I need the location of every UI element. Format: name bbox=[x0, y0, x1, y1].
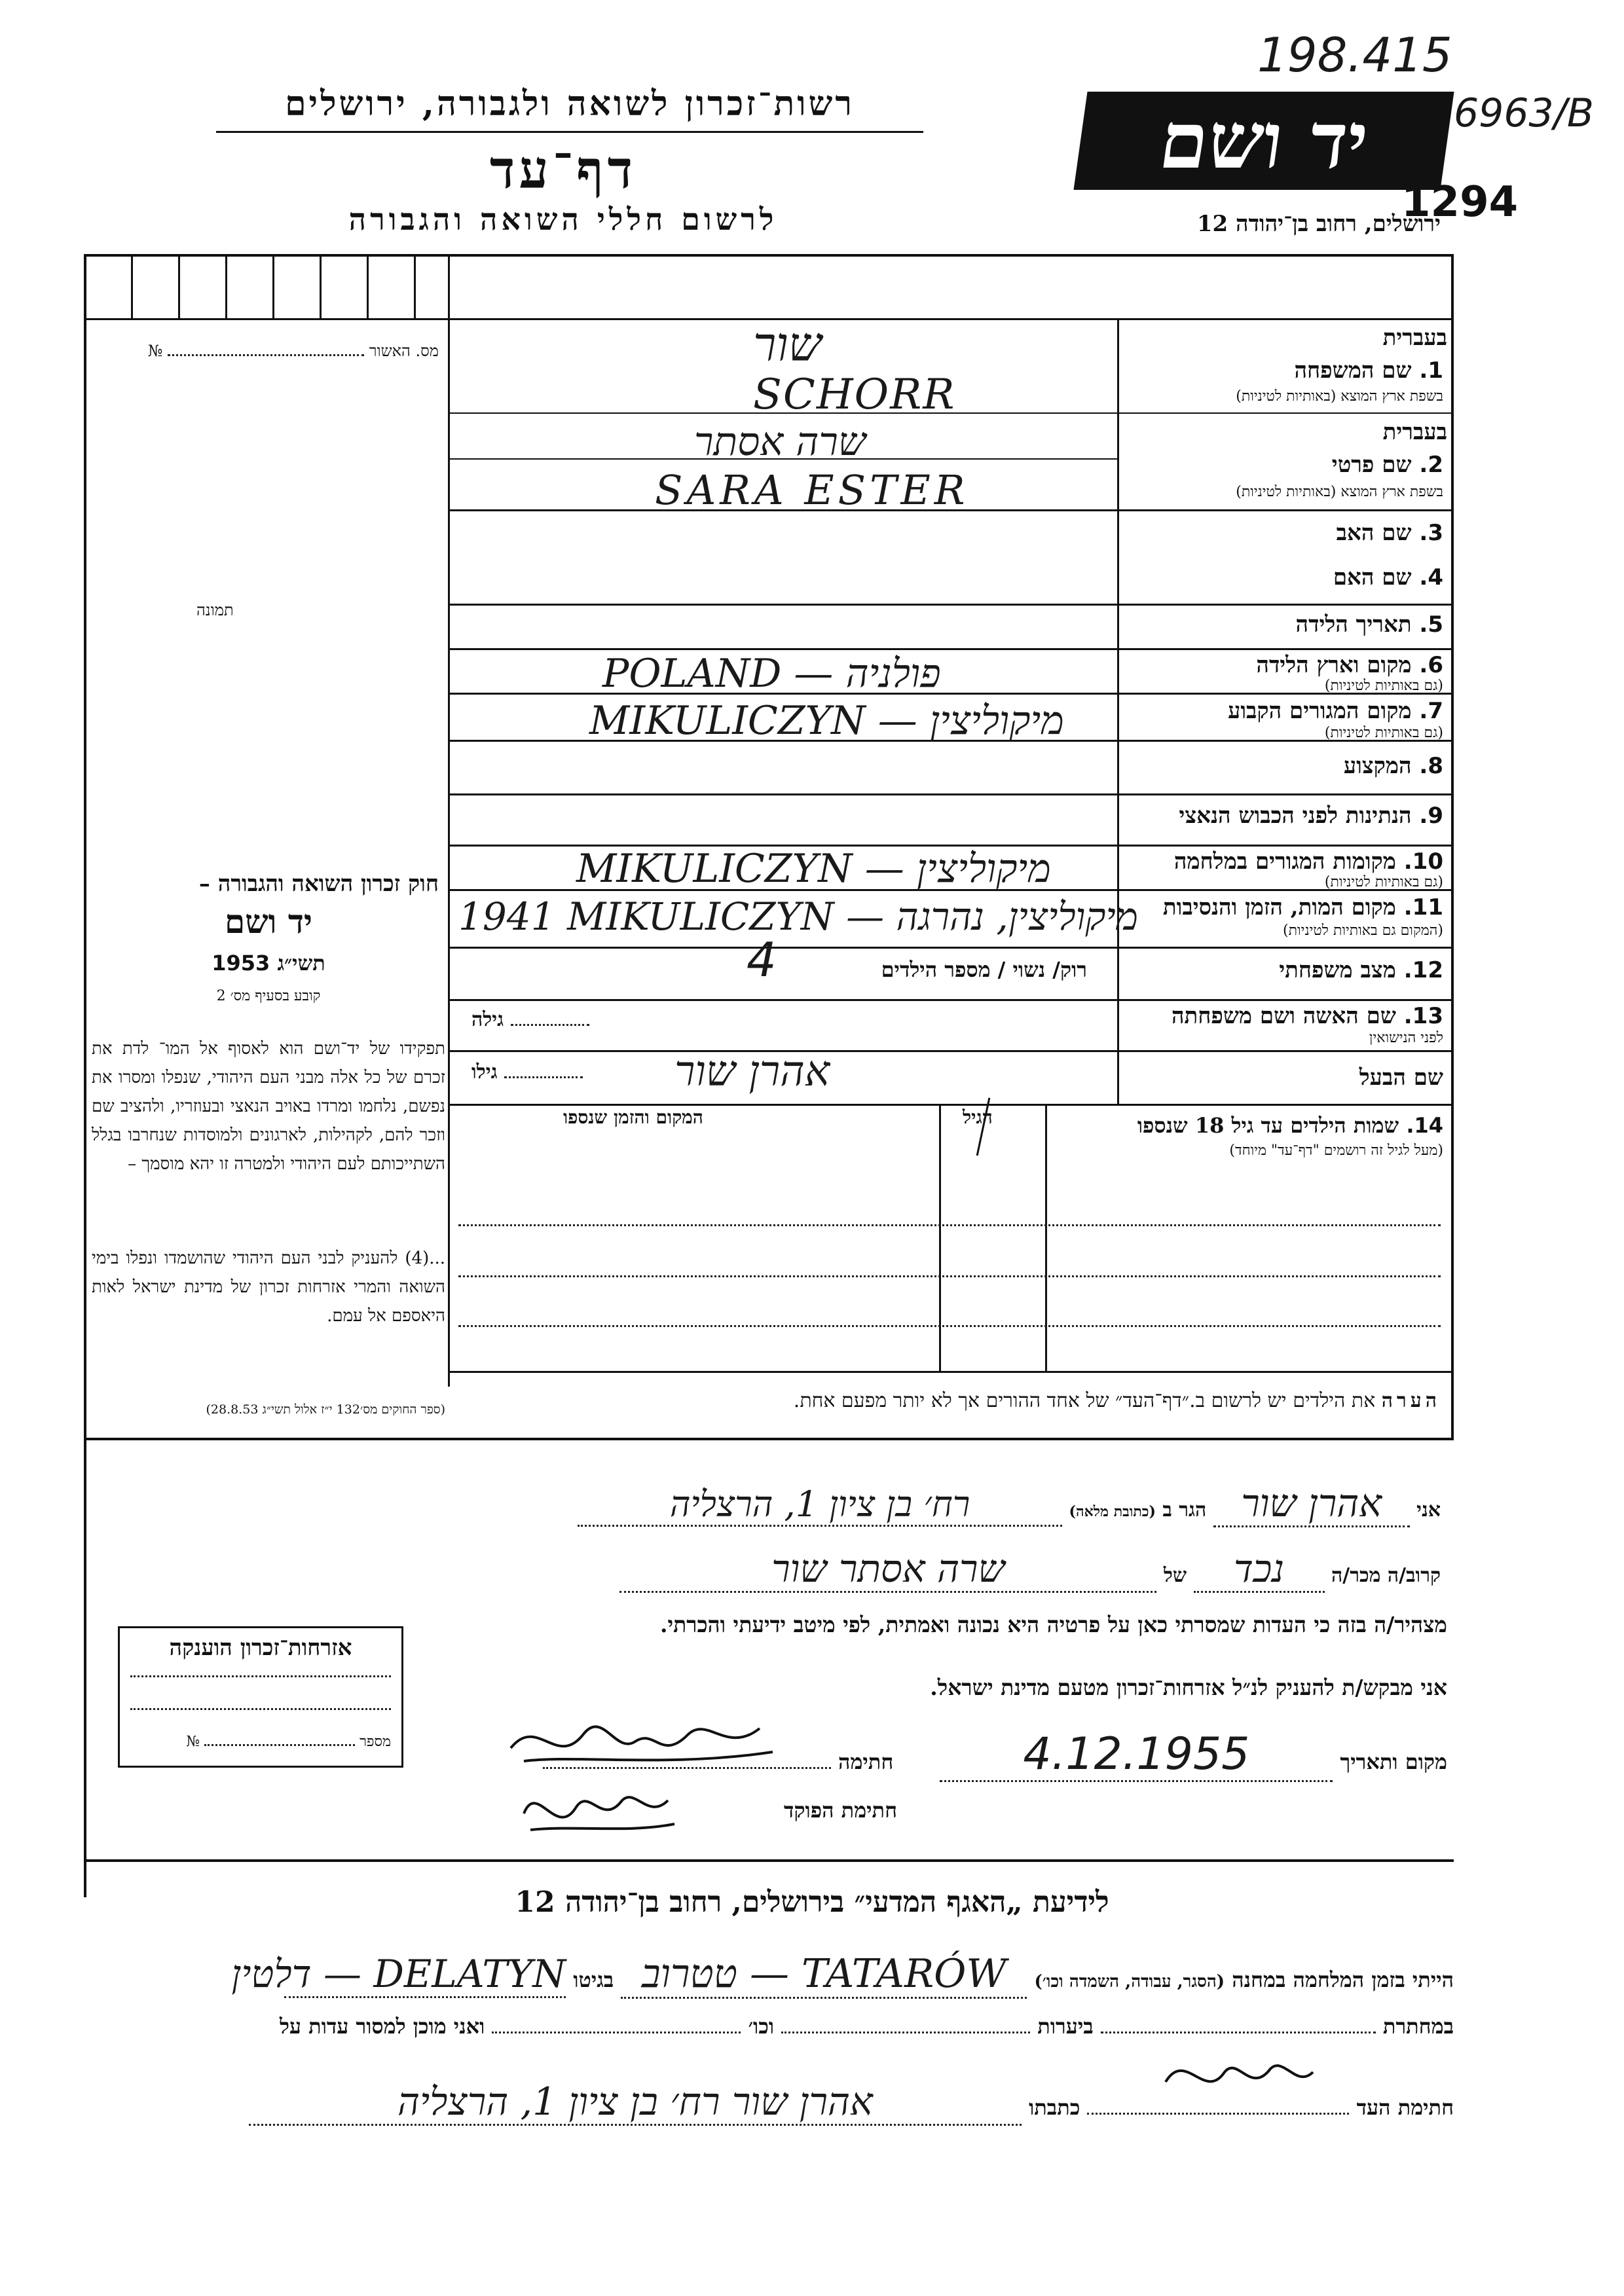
form-title: דף־עד bbox=[489, 139, 637, 200]
field-6-label-text: מקום וארץ הלידה bbox=[1256, 652, 1412, 678]
relative-value[interactable]: נכד bbox=[1194, 1546, 1325, 1593]
field-7-label bbox=[1228, 698, 1443, 724]
husband-label: שם הבעל bbox=[1359, 1065, 1443, 1091]
field-3-number: 3. bbox=[1419, 520, 1443, 546]
field-13-label bbox=[1172, 1003, 1443, 1029]
ghetto-value[interactable]: DELATYN — דלטין bbox=[284, 1952, 566, 1998]
field-1-value-latin[interactable]: SCHORR bbox=[753, 371, 956, 419]
forests-label: ביערות bbox=[1037, 2014, 1094, 2039]
strip-box bbox=[131, 254, 133, 318]
resides-sub: (כתובת מלאה) bbox=[1069, 1503, 1156, 1520]
field-10-sub: (גם באותיות לטיניות) bbox=[1324, 874, 1443, 890]
citizenship-number-row bbox=[130, 1733, 391, 1750]
field-1-value-hebrew[interactable]: שור bbox=[753, 317, 822, 372]
field-8-label bbox=[1344, 753, 1443, 779]
strip-box bbox=[414, 254, 416, 318]
field-11-sub: (המקום גם באותיות לטיניות) bbox=[1283, 922, 1443, 939]
row-line bbox=[448, 648, 1451, 650]
field-10-value[interactable]: MIKULICZYN — מיקוליצין bbox=[576, 846, 1051, 892]
row-line bbox=[448, 604, 1451, 606]
field-11-label-text: מקום המות, הזמן והנסיבות bbox=[1162, 894, 1396, 920]
underground-line[interactable] bbox=[1101, 2032, 1376, 2033]
relation-row bbox=[458, 1546, 1441, 1593]
children-col-2 bbox=[939, 1104, 941, 1372]
field-5-label bbox=[1296, 611, 1443, 638]
permit-number-field[interactable] bbox=[98, 342, 439, 361]
relative-label: קרוב/ה מכר/ה bbox=[1331, 1564, 1441, 1587]
footer-divider bbox=[84, 1859, 1454, 1862]
institution-underline bbox=[216, 131, 923, 133]
citizenship-no-sign: № bbox=[186, 1734, 200, 1750]
field-1-sub: בשפת ארץ המוצא (באותיות לטיניות) bbox=[1236, 388, 1443, 405]
law-reference: (ספר החוקים מס׳132 י״ז אלול תשי״ג 28.8.53) bbox=[206, 1402, 445, 1417]
children-row[interactable] bbox=[458, 1224, 1441, 1226]
row-line bbox=[448, 1050, 1451, 1052]
field-4-label-text: שם האם bbox=[1333, 564, 1412, 591]
field-1-label bbox=[1294, 357, 1443, 384]
wife-age-field[interactable] bbox=[471, 1008, 589, 1031]
place-date-label: מקום ותאריך bbox=[1340, 1749, 1447, 1774]
photo-label: תמונה bbox=[196, 601, 234, 619]
strip-box bbox=[367, 254, 369, 318]
field-3-label bbox=[1337, 520, 1443, 546]
victim-name-reference[interactable]: שרה אסתר שור bbox=[619, 1546, 1156, 1593]
field-11-value[interactable]: 1941 MIKULICZYN — מיקוליצין, נהרגה bbox=[458, 894, 1139, 939]
marital-status-options: רוק/ נשוי / מספר הילדים bbox=[881, 957, 1087, 982]
husband-age-field[interactable] bbox=[471, 1061, 583, 1084]
field-6-value[interactable]: POLAND — פולניה bbox=[602, 651, 941, 697]
camp-label: הייתי בזמן המלחמה במחנה bbox=[1232, 1967, 1454, 1992]
law-year-number: 1953 bbox=[212, 951, 270, 975]
institution-name: רשות־זכרון לשואה ולגבורה, ירושלים bbox=[285, 84, 855, 124]
file-number: 6963/B bbox=[1454, 90, 1595, 136]
field-2-number: 2. bbox=[1419, 452, 1443, 478]
field-13-label-text: שם האשה ושם משפחתה bbox=[1171, 1003, 1396, 1029]
row-line bbox=[448, 1104, 1451, 1106]
field-2-label bbox=[1332, 452, 1443, 478]
strip-box bbox=[320, 254, 322, 318]
law-name: יד ושם bbox=[225, 902, 312, 941]
field-4-number: 4. bbox=[1419, 564, 1443, 591]
field-6-label bbox=[1256, 652, 1443, 678]
other-row bbox=[79, 2014, 1454, 2039]
camp-value[interactable]: TATARÓW — טטרוב bbox=[621, 1951, 1027, 1999]
declaration-request: אני מבקש/ת להעניק לנ״ל אזרחות־זכרון מטעם מדינת ישראל. bbox=[930, 1675, 1447, 1700]
children-row[interactable] bbox=[458, 1325, 1441, 1327]
law-year-hebrew: תשי״ג bbox=[277, 951, 325, 975]
field-1-hebrew-tag: בעברית bbox=[1382, 325, 1447, 351]
strip-box bbox=[272, 254, 274, 318]
field-13-number: 13. bbox=[1403, 1003, 1443, 1029]
etc-line[interactable] bbox=[492, 2032, 741, 2033]
permit-label: מס. האשור bbox=[369, 342, 439, 360]
children-age-header: הגיל bbox=[963, 1106, 993, 1128]
ready-text: ואני מוכן למסור עדות על bbox=[279, 2014, 485, 2039]
forests-line[interactable] bbox=[781, 2032, 1030, 2033]
field-7-value[interactable]: MIKULICZYN — מיקוליצין bbox=[589, 698, 1064, 744]
signature-label: חתימה bbox=[838, 1749, 894, 1774]
field-9-number: 9. bbox=[1419, 803, 1443, 829]
frame-top bbox=[84, 254, 1454, 257]
note-row bbox=[471, 1389, 1441, 1412]
footer-heading: לידיעת „האגף המדעי״ בירושלים, רחוב בן־יהודה 12 bbox=[515, 1886, 1109, 1919]
husband-age-label: גילו bbox=[471, 1061, 498, 1084]
officer-signature-row: חתימת הפוקד bbox=[784, 1798, 897, 1823]
form-number: 1294 bbox=[1401, 178, 1519, 227]
children-table-bottom bbox=[448, 1371, 1454, 1373]
field-11-number: 11. bbox=[1403, 894, 1443, 920]
field-2-value-hebrew[interactable]: שרה אסתר bbox=[694, 419, 866, 465]
note-label: הערה bbox=[1381, 1389, 1441, 1412]
frame-bottom bbox=[84, 1438, 1454, 1440]
field-12-label-text: מצב משפחתי bbox=[1279, 957, 1396, 983]
note-text: את הילדים יש לרשום ב.״דף־העד״ של אחד ההורים אך לא יותר מפעם אחת. bbox=[793, 1389, 1376, 1412]
children-title-text: שמות הילדים עד גיל 18 שנספו bbox=[1137, 1113, 1399, 1138]
form-subtitle: לרשום חללי השואה והגבורה bbox=[348, 202, 778, 237]
law-text-2: ...(4) להעניק לבני העם היהודי שהושמדו ונפלו בימי השואה והמרי אזרחות זכרון של מדינת ישראל לאות היאספם אל עמם. bbox=[92, 1248, 445, 1326]
ghetto-label: בגיטו bbox=[573, 1967, 614, 1992]
citizenship-title: אזרחות־זכרון הוענקה bbox=[169, 1635, 352, 1661]
row-line bbox=[448, 999, 1451, 1001]
field-7-sub: (גם באותיות לטיניות) bbox=[1324, 725, 1443, 741]
field-8-label-text: המקצוע bbox=[1343, 753, 1412, 779]
citizenship-box bbox=[118, 1626, 403, 1768]
frame-right bbox=[1451, 254, 1454, 1439]
field-9-label-text: הנתינות לפני הכבוש הנאצי bbox=[1179, 803, 1412, 829]
field-9-label bbox=[1179, 803, 1443, 829]
witness-address-label: כתבתו bbox=[1029, 2095, 1080, 2120]
witness-signature-label: חתימת העד bbox=[1356, 2095, 1454, 2120]
row-line bbox=[448, 947, 1451, 949]
yad-vashem-logo: יד ושם bbox=[1073, 92, 1454, 190]
left-column-divider bbox=[448, 254, 450, 1387]
officer-signature bbox=[511, 1768, 681, 1846]
frame-left bbox=[84, 254, 86, 1897]
field-10-label-text: מקומות המגורים במלחמה bbox=[1173, 848, 1396, 875]
declaration-statement: מצהיר/ה בזה כי העדות שמסרתי כאן על פרטיה היא נכונה ואמתית, לפי מיטב ידיעתי והכרתי. bbox=[660, 1612, 1447, 1637]
law-year bbox=[98, 951, 439, 975]
i-label: אני bbox=[1416, 1499, 1441, 1522]
field-1-label-text: שם המשפחה bbox=[1294, 357, 1412, 384]
address-header: ירושלים, רחוב בן־יהודה 12 bbox=[1196, 211, 1441, 237]
witness-address-value[interactable]: אהרן שור רח׳ בן ציון 1, הרצליה bbox=[249, 2079, 1022, 2126]
permit-no-sign: № bbox=[147, 342, 163, 360]
field-3-label-text: שם האב bbox=[1336, 520, 1412, 546]
children-col-1 bbox=[1045, 1104, 1047, 1372]
field-6-sub: (גם באותיות לטיניות) bbox=[1324, 678, 1443, 694]
camp-sub: (הסגר, עבודה, השמדה וכו׳) bbox=[1034, 1972, 1225, 1992]
field-1-number: 1. bbox=[1419, 357, 1443, 384]
field-2-sub: בשפת ארץ המוצא (באותיות לטיניות) bbox=[1236, 484, 1443, 500]
declarant-row bbox=[458, 1481, 1441, 1527]
field-10-number: 10. bbox=[1403, 848, 1443, 875]
wife-age-label: גילה bbox=[471, 1008, 504, 1031]
citizenship-line[interactable] bbox=[130, 1675, 391, 1677]
of-label: של bbox=[1163, 1564, 1187, 1587]
resides-label: הגר ב bbox=[1162, 1499, 1207, 1522]
label-column-divider bbox=[1117, 318, 1119, 1104]
husband-value[interactable]: אהרן שור bbox=[674, 1048, 830, 1096]
row-line bbox=[448, 693, 1451, 695]
underground-label: במחתרת bbox=[1382, 2014, 1454, 2039]
field-2-value-latin[interactable]: SARA ESTER bbox=[655, 466, 969, 514]
field-5-number: 5. bbox=[1419, 611, 1443, 638]
field-2-label-text: שם פרטי bbox=[1331, 452, 1412, 478]
strip-box bbox=[225, 254, 227, 318]
etc-label: וכו׳ bbox=[748, 2014, 775, 2039]
field-10-label bbox=[1174, 848, 1443, 875]
field-12-label bbox=[1279, 957, 1443, 983]
field-2-hebrew-tag: בעברית bbox=[1382, 419, 1447, 445]
field-6-number: 6. bbox=[1419, 652, 1443, 678]
declarant-address[interactable]: רח׳ בן ציון 1, הרצליה bbox=[578, 1484, 1062, 1527]
archive-number: 198.415 bbox=[1257, 27, 1452, 82]
field-13-sub: לפני הנישואין bbox=[1369, 1030, 1443, 1046]
law-text: תפקידו של יד־ושם הוא לאסוף אל המו־ לדת את זכרם של כל אלה מבני העם היהודי, שנפלו ומסרו את נפשם, נלחמו ומרדו באויב הנאצי ובעוזריו, ולהציב שם וזכר להם, לקהילות, לארגונים ולמוסדות שנחרבו בגלל השתייכותם לעם היהודי ולמטרה זו יהא מוסמך – bbox=[92, 1039, 445, 1174]
citizenship-number-label: מספר bbox=[360, 1734, 391, 1750]
field-11-label bbox=[1163, 894, 1443, 920]
children-place-header: המקום והזמן שנספו bbox=[563, 1106, 703, 1128]
field-7-number: 7. bbox=[1419, 698, 1443, 724]
children-count[interactable]: 4 bbox=[747, 932, 777, 987]
field-12-number: 12. bbox=[1403, 957, 1443, 983]
field-5-label-text: תאריך הלידה bbox=[1295, 611, 1412, 638]
law-title: חוק זכרון השואה והגבורה – bbox=[198, 871, 439, 897]
date-value[interactable]: 4.12.1955 bbox=[940, 1728, 1333, 1782]
field-4-label bbox=[1333, 564, 1443, 591]
law-clause: קובע בסעיף מס׳ 2 bbox=[216, 988, 321, 1004]
children-row[interactable] bbox=[458, 1275, 1441, 1277]
field-7-label-text: מקום המגורים הקבוע bbox=[1228, 698, 1412, 724]
children-number: 14. bbox=[1406, 1113, 1443, 1138]
field-8-number: 8. bbox=[1419, 753, 1443, 779]
witness-signature bbox=[1153, 2036, 1323, 2108]
citizenship-line[interactable] bbox=[130, 1708, 391, 1710]
children-title bbox=[1137, 1113, 1443, 1138]
strip-box bbox=[178, 254, 180, 318]
declarant-name[interactable]: אהרן שור bbox=[1213, 1481, 1410, 1527]
children-title-sub: (מעל לגיל זה רושמים "דף־עד" מיוחד) bbox=[1229, 1142, 1443, 1159]
row-line bbox=[448, 793, 1451, 795]
camp-row bbox=[79, 1951, 1454, 1999]
witness-signature-line[interactable] bbox=[1087, 2113, 1349, 2115]
